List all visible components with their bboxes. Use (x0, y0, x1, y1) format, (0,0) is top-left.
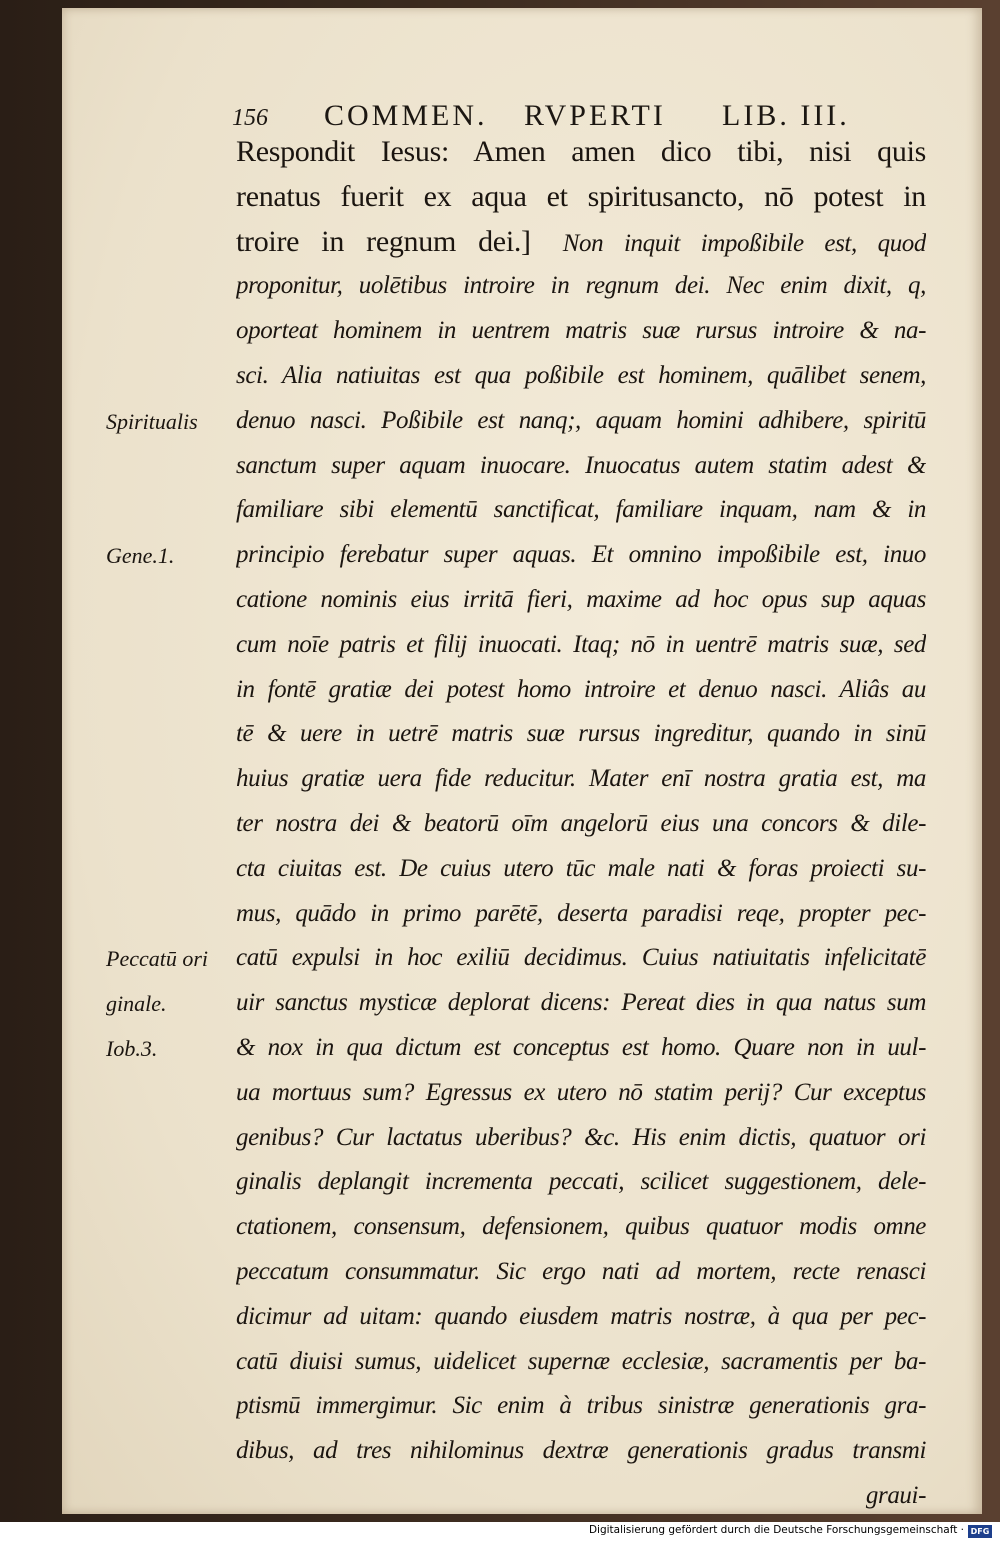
text-line (236, 1026, 926, 1071)
text-line (236, 1116, 926, 1161)
text-line (236, 1250, 926, 1295)
text-line (236, 130, 926, 175)
text-line-content: tē & uere in uetrē matris suæ rursus ingreditur, quando in sinū (236, 720, 926, 748)
text-line-content: catione nominis eius irritā fieri, maxime ad hoc opus sup aquas (236, 585, 926, 613)
text-line (236, 533, 926, 578)
text-line-content: & nox in qua dictum est conceptus est homo. Quare non in uul- (236, 1033, 926, 1061)
text-line (236, 220, 926, 265)
text-line-content: Respondit Iesus: Amen amen dico tibi, nisi quis (236, 135, 926, 168)
text-line (236, 936, 926, 981)
text-line-content: catū expulsi in hoc exiliū decidimus. Cuius natiuitatis infelicitatē (236, 944, 926, 972)
text-line (236, 847, 926, 892)
text-line (236, 1160, 926, 1205)
text-line (236, 1474, 926, 1519)
main-text-block (236, 130, 926, 1519)
margin-note: Spiritualis (106, 408, 198, 434)
text-line (236, 892, 926, 937)
text-line (236, 757, 926, 802)
text-line (236, 1429, 926, 1474)
text-line-content: familiare sibi elementū sanctificat, familiare inquam, nam & in (236, 496, 926, 524)
text-line-content: in fontē gratiæ dei potest homo introire et denuo nasci. Aliâs au (236, 675, 926, 703)
text-line (236, 802, 926, 847)
text-line-content: dicimur ad uitam: quando eiusdem matris nostræ, à qua per pec- (236, 1302, 926, 1330)
text-line (236, 264, 926, 309)
text-line-content: genibus? Cur lactatus uberibus? &c. His enim dictis, quatuor ori (236, 1123, 926, 1151)
text-gap (531, 238, 563, 255)
running-title-part: LIB. III. (722, 99, 850, 132)
text-line-content: ptismū immergimur. Sic enim à tribus sinistræ generationis gra- (236, 1392, 926, 1420)
text-line (236, 1205, 926, 1250)
text-line-content: huius gratiæ uera fide reducitur. Mater enī nostra gratia est, ma (236, 765, 926, 793)
margin-note: Peccatū ori (106, 946, 209, 972)
digitization-footer (0, 1522, 1000, 1541)
text-line (236, 623, 926, 668)
text-line (236, 488, 926, 533)
text-line-content: cum noīe patris et filij inuocati. Itaq; nō in uentrē matris suæ, sed (236, 630, 926, 658)
text-line (236, 1295, 926, 1340)
running-title-part: RVPERTI (524, 99, 666, 132)
text-line (236, 712, 926, 757)
text-line (236, 578, 926, 623)
text-line (236, 981, 926, 1026)
text-line (236, 309, 926, 354)
page-number: 156 (232, 105, 268, 131)
margin-note: Iob.3. (106, 1036, 158, 1061)
text-line-content: dibus, ad tres nihilominus dextræ generationis gradus transmi (236, 1437, 926, 1465)
text-line-content: principio ferebatur super aquas. Et omnino impoßibile est, inuo (236, 541, 926, 569)
text-line-roman: troire in regnum dei.] (236, 224, 531, 258)
text-line-content: peccatum consummatur. Sic ergo nati ad mortem, recte renasci (236, 1257, 926, 1285)
text-line-content: ua mortuus sum? Egressus ex utero nō statim perij? Cur exceptus (236, 1078, 926, 1106)
text-line-content: denuo nasci. Poßibile est nanq;, aquam homini adhibere, spiritū (236, 406, 926, 434)
text-line-content: oporteat hominem in uentrem matris suæ rursus introire & na- (236, 317, 926, 345)
text-line-content: mus, quādo in primo parētē, deserta paradisi reqe, propter pec- (236, 899, 926, 927)
text-line (236, 1384, 926, 1429)
text-line (236, 1071, 926, 1116)
text-line (236, 175, 926, 220)
margin-note: Gene.1. (106, 543, 175, 569)
text-line (236, 1340, 926, 1385)
text-line (236, 444, 926, 489)
text-line-content: cta ciuitas est. De cuius utero tūc male nati & foras proiecti su- (236, 854, 926, 882)
text-line-italic: Non inquit impoßibile est, quod (562, 229, 926, 257)
text-line-content: catū diuisi sumus, uidelicet supernæ ecclesiæ, sacramentis per ba- (236, 1347, 926, 1375)
dfg-logo-icon: DFG (968, 1525, 992, 1538)
text-line-content: ctationem, consensum, defensionem, quibus quatuor modis omne (236, 1213, 926, 1241)
text-line-content: sci. Alia natiuitas est qua poßibile est hominem, quālibet senem, (236, 361, 926, 389)
text-line-content: proponitur, uolētibus introire in regnum dei. Nec enim dixit, q, (236, 272, 926, 300)
text-line-content: sanctum super aquam inuocare. Inuocatus autem statim adest & (236, 451, 926, 479)
margin-note: ginale. (106, 991, 167, 1017)
text-line-content: renatus fuerit ex aqua et spiritusancto, nō potest in (236, 179, 926, 213)
footer-credit: Digitalisierung gefördert durch die Deutsche Forschungsgemeinschaft · (588, 1524, 964, 1536)
text-line-content: ginalis deplangit incrementa peccati, scilicet suggestionem, dele- (236, 1168, 926, 1196)
text-line (236, 668, 926, 713)
text-line-content: graui- (865, 1481, 926, 1509)
text-line (236, 354, 926, 399)
text-line-content: uir sanctus mysticæ deplorat dicens: Pereat dies in qua natus sum (236, 989, 926, 1017)
text-line (236, 399, 926, 444)
running-title-part: COMMEN. (324, 99, 488, 132)
text-line-content: ter nostra dei & beatorū oīm angelorū eius una concors & dile- (236, 809, 926, 837)
